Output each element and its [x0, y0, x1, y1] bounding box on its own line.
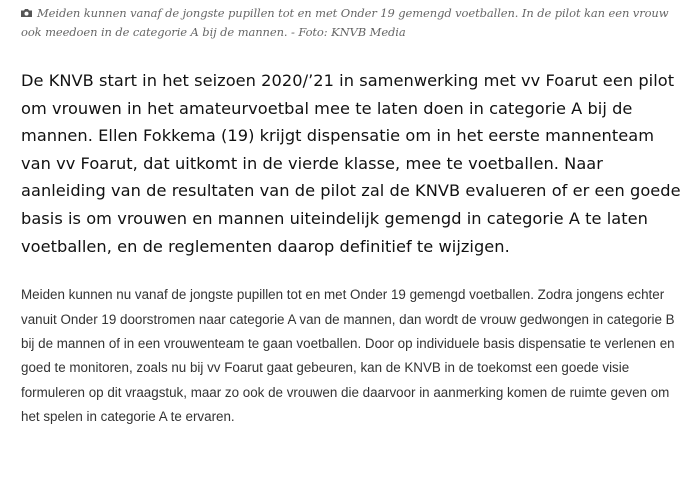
article	[21, 4, 686, 430]
caption-text: Meiden kunnen vanaf de jongste pupillen tot en met Onder 19 gemengd voetballen. In de pilot kan een vrouw ook meedoen in de categorie A bij de mannen. - Foto: KNVB Media	[21, 6, 669, 39]
camera-icon	[21, 9, 32, 17]
photo-caption	[21, 4, 686, 42]
body-paragraph: Meiden kunnen nu vanaf de jongste pupillen tot en met Onder 19 gemengd voetballen. Zodra jongens echter vanuit Onder 19 doorstromen naar categorie A van de mannen, dan wordt de vrouw gedwongen in categorie B bij de mannen of in een vrouwenteam te gaan voetballen. Door op individuele basis dispensatie te verlenen en goed te monitoren, zoals nu bij vv Foarut gaat gebeuren, kan de KNVB in de toekomst een goede visie formuleren op dit vraagstuk, maar zo ook de vrouwen die daarvoor in aanmerking komen de ruimte geven om het spelen in categorie A te ervaren.	[21, 287, 675, 425]
lead-paragraph: De KNVB start in het seizoen 2020/’21 in samenwerking met vv Foarut een pilot om vrouwen in het amateurvoetbal mee te laten doen in categorie A bij de mannen. Ellen Fokkema (19) krijgt dispensatie om in het eerste mannenteam van vv Foarut, dat uitkomt in de vierde klasse, mee te voetballen. Naar aanleiding van de resultaten van de pilot zal de KNVB evalueren of er een goede basis is om vrouwen en mannen uiteindelijk gemengd in categorie A te laten voetballen, en de reglementen daarop definitief te wijzigen.	[21, 71, 681, 256]
